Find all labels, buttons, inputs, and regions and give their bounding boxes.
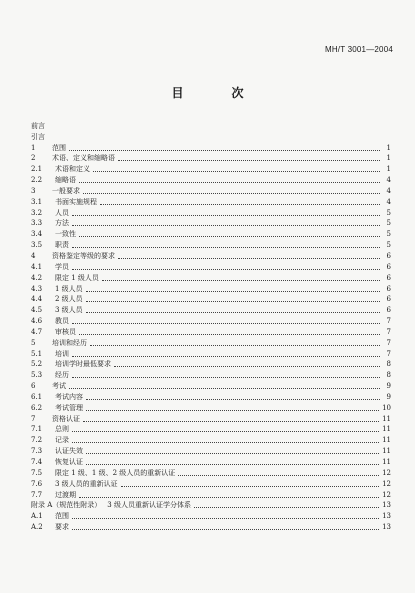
toc-entry-label: 职责 (55, 241, 69, 250)
toc-entry[interactable] (31, 500, 391, 511)
dot-leader (118, 258, 380, 259)
toc-entry[interactable] (31, 250, 391, 261)
toc-entry-number: 3 (31, 186, 36, 195)
dot-leader (118, 160, 380, 161)
toc-entry-page: 8 (386, 371, 391, 380)
dot-leader (72, 247, 380, 248)
toc-entry-page: 4 (386, 197, 391, 206)
toc-entry-label: 前言 (31, 121, 45, 130)
toc-entry-label: 一般要求 (52, 186, 80, 195)
toc-entry-page: 1 (386, 165, 391, 174)
toc-entry-number: 4.7 (31, 327, 43, 336)
toc-entry-number: 3.1 (31, 197, 43, 206)
toc-entry-page: 9 (386, 382, 391, 391)
toc-entry-label: 一致性 (55, 230, 76, 239)
toc-entry[interactable] (31, 369, 391, 380)
toc-entry-page: 12 (382, 479, 391, 488)
dot-leader (86, 464, 379, 465)
toc-entry-number: 4 (31, 251, 36, 260)
toc-entry-number: 6 (31, 382, 36, 391)
toc-entry-page: 4 (386, 186, 391, 195)
toc-entry-label: 资格鉴定等级的要求 (52, 251, 115, 260)
toc-entry-page: 5 (386, 230, 391, 239)
toc-entry[interactable] (31, 337, 391, 348)
toc-entry[interactable] (31, 315, 391, 326)
toc-entry[interactable] (31, 521, 391, 532)
toc-entry[interactable] (31, 348, 391, 359)
toc-entry[interactable] (31, 304, 391, 315)
toc-entry-number: 3.4 (31, 230, 43, 239)
toc-entry[interactable] (31, 185, 391, 196)
toc-entry-page: 13 (382, 523, 391, 532)
toc-entry-page: 7 (386, 349, 391, 358)
toc-entry-page: 5 (386, 219, 391, 228)
toc-entry-label: 要求 (55, 523, 69, 532)
toc-entry-label: 考试管理 (55, 403, 83, 412)
toc-entry[interactable] (31, 478, 391, 489)
toc-entry-number: 7.3 (31, 447, 43, 456)
toc-entry-number: 3.5 (31, 241, 43, 250)
toc-entry-page: 11 (382, 447, 391, 456)
toc-entry-page: 5 (386, 208, 391, 217)
toc-entry-number: 7.1 (31, 425, 43, 434)
toc-entry-page: 1 (386, 143, 391, 152)
toc-entry-page: 6 (386, 273, 391, 282)
toc-entry-number: 附录 A（规范性附录） (31, 501, 102, 510)
toc-entry[interactable] (31, 163, 391, 174)
toc-entry-page: 12 (382, 490, 391, 499)
toc-entry[interactable] (31, 413, 391, 424)
toc-entry-page: 7 (386, 327, 391, 336)
dot-leader (86, 453, 379, 454)
toc-entry-label: 学员 (55, 262, 69, 271)
dot-leader (83, 193, 380, 194)
dot-leader (72, 215, 380, 216)
dot-leader (100, 204, 380, 205)
toc-entry-label: 总则 (55, 425, 69, 434)
toc-entry-page: 11 (382, 436, 391, 445)
dot-leader (72, 269, 380, 270)
toc-entry-label: 教员 (55, 317, 69, 326)
toc-entry-label: 方法 (55, 219, 69, 228)
dot-leader (114, 366, 380, 367)
toc-entry-number: 7.4 (31, 458, 43, 466)
dot-leader (79, 497, 379, 498)
toc-entry-number: 4.5 (31, 306, 43, 315)
toc-title: 目 次 (171, 86, 262, 100)
toc-entry-label: 人员 (55, 208, 69, 217)
toc-entry[interactable] (31, 467, 391, 478)
toc-entry-page: 6 (386, 306, 391, 315)
toc-entry-label: 培训 (55, 349, 69, 358)
toc-entry-page: 8 (386, 360, 391, 369)
toc-entry-number: A.2 (31, 523, 43, 532)
toc-entry-page: 7 (386, 338, 391, 347)
toc-entry-label: 3 级人员重新认证学分体系 (107, 501, 191, 510)
toc-entry-label: 范围 (55, 512, 69, 521)
toc-entry-number: 5 (31, 338, 36, 347)
dot-leader (69, 388, 380, 389)
toc-entry-number: 1 (31, 143, 36, 152)
toc-entry-label: 认证失效 (55, 447, 83, 456)
toc-entry-page: 9 (386, 392, 391, 401)
toc-entry-number: 7.6 (31, 479, 43, 488)
toc-entry[interactable] (31, 434, 391, 445)
toc-entry-label: 书面实施规程 (55, 197, 97, 206)
toc-entry-number: 4.1 (31, 262, 43, 271)
toc-entry[interactable] (31, 283, 391, 294)
toc-entry[interactable] (31, 174, 391, 185)
toc-entry-number: 3.3 (31, 219, 43, 228)
toc-entry[interactable] (31, 228, 391, 239)
toc-entry-label: 限定 1 级人员 (55, 273, 99, 282)
toc-entry-label: 考试 (52, 382, 66, 391)
toc-entry-number: 7.5 (31, 468, 43, 477)
document-code: MH/T 3001—2004 (324, 45, 393, 54)
toc-entry[interactable] (31, 456, 391, 467)
toc-entry-page: 7 (386, 317, 391, 326)
toc-entry-number: 6.2 (31, 403, 43, 412)
toc-entry[interactable] (31, 207, 391, 218)
toc-entry-page: 10 (382, 403, 391, 412)
toc-entry-number: 4.4 (31, 295, 43, 304)
toc-entry-page: 13 (382, 512, 391, 521)
toc-entry-label: 3 级人员的重新认证 (55, 479, 118, 488)
toc-entry-label: 范围 (52, 143, 66, 152)
toc-entry-label: 记录 (55, 436, 69, 445)
toc-entry-page: 11 (382, 425, 391, 434)
toc-entry-page: 6 (386, 251, 391, 260)
toc-entry[interactable] (31, 239, 391, 250)
toc-entry[interactable] (31, 326, 391, 337)
toc-entry-label: 缩略语 (55, 176, 76, 185)
toc-entry-number: 7.7 (31, 490, 43, 499)
toc-entry-number: A.1 (31, 512, 43, 521)
toc-entry-label: 术语和定义 (55, 165, 90, 174)
dot-leader (83, 421, 379, 422)
toc-entry-page: 11 (382, 458, 391, 466)
dot-leader (72, 377, 380, 378)
dot-leader (72, 442, 379, 443)
toc-entry-label: 考试内容 (55, 392, 83, 401)
toc-entry-label: 引言 (31, 132, 45, 141)
toc-entry[interactable] (31, 294, 391, 305)
toc-entry[interactable] (31, 272, 391, 283)
toc-entry[interactable] (31, 218, 391, 229)
dot-leader (86, 410, 379, 411)
toc-entry[interactable] (31, 380, 391, 391)
toc-entry-label: 培训和经历 (52, 338, 87, 347)
toc-entry-number: 6.1 (31, 392, 43, 401)
toc-entry-page: 12 (382, 468, 391, 477)
toc-entry[interactable] (31, 510, 391, 521)
toc-entry-number: 5.1 (31, 349, 43, 358)
dot-leader (102, 280, 380, 281)
toc-entry-label: 审核员 (55, 327, 76, 336)
toc-entry-page: 13 (382, 501, 391, 510)
toc-entry[interactable] (31, 131, 391, 142)
toc-entry[interactable] (31, 142, 391, 153)
dot-leader (72, 356, 380, 357)
dot-leader (178, 475, 379, 476)
dot-leader (93, 171, 380, 172)
toc-entry-number: 3.2 (31, 208, 43, 217)
toc-entry-page: 1 (386, 154, 391, 163)
dot-leader (72, 518, 379, 519)
dot-leader (194, 507, 379, 508)
toc-entry[interactable] (31, 359, 391, 370)
toc-entry-number: 7.2 (31, 436, 43, 445)
toc-entry-page: 6 (386, 295, 391, 304)
toc-entry[interactable] (31, 153, 391, 164)
toc-entry[interactable] (31, 402, 391, 413)
dot-leader (69, 150, 380, 151)
toc-entry[interactable] (31, 424, 391, 435)
dot-leader (86, 312, 380, 313)
toc-entry-number: 2.2 (31, 176, 43, 185)
toc-entry-page: 11 (382, 414, 391, 423)
toc-entry-label: 培训学时最低要求 (55, 360, 111, 369)
toc-entry-number: 2.1 (31, 165, 43, 174)
dot-leader (79, 236, 380, 237)
dot-leader (86, 291, 380, 292)
toc-entry-page: 6 (386, 284, 391, 293)
toc-entry-number: 7 (31, 414, 36, 423)
toc-entry-label: 1 级人员 (55, 284, 83, 293)
toc-entry[interactable] (31, 489, 391, 500)
toc-entry-page: 4 (386, 176, 391, 185)
toc-entry-number: 4.2 (31, 273, 43, 282)
dot-leader (90, 345, 380, 346)
dot-leader (86, 301, 380, 302)
toc-entry-label: 恢复认证 (55, 458, 83, 466)
toc-entry-label: 2 级人员 (55, 295, 83, 304)
toc-entry-label: 限定 1 级、1 级、2 级人员的重新认证 (55, 468, 176, 477)
dot-leader (86, 399, 380, 400)
dot-leader (72, 431, 379, 432)
toc-entry[interactable] (31, 261, 391, 272)
dot-leader (72, 225, 380, 226)
dot-leader (72, 529, 379, 530)
toc-entry-label: 3 级人员 (55, 306, 83, 315)
toc-entry-number: 4.3 (31, 284, 43, 293)
dot-leader (79, 182, 380, 183)
toc-entry[interactable] (31, 391, 391, 402)
toc-entry[interactable] (31, 445, 391, 456)
toc-entry-label: 经历 (55, 371, 69, 380)
toc-entry-label: 术语、定义和缩略语 (52, 154, 115, 163)
toc-entry-number: 4.6 (31, 317, 43, 326)
toc-entry-label: 资格认证 (52, 414, 80, 423)
toc-entry-number: 5.2 (31, 360, 43, 369)
dot-leader (79, 334, 380, 335)
toc-entry[interactable] (31, 120, 391, 131)
dot-leader (72, 323, 380, 324)
toc-entry-number: 5.3 (31, 371, 43, 380)
toc-entry[interactable] (31, 196, 391, 207)
dot-leader (121, 486, 379, 487)
toc-entry-number: 2 (31, 154, 36, 163)
toc-entry-page: 5 (386, 241, 391, 250)
toc-entry-label: 过渡期 (55, 490, 76, 499)
table-of-contents (31, 120, 391, 532)
toc-entry-page: 6 (386, 262, 391, 271)
